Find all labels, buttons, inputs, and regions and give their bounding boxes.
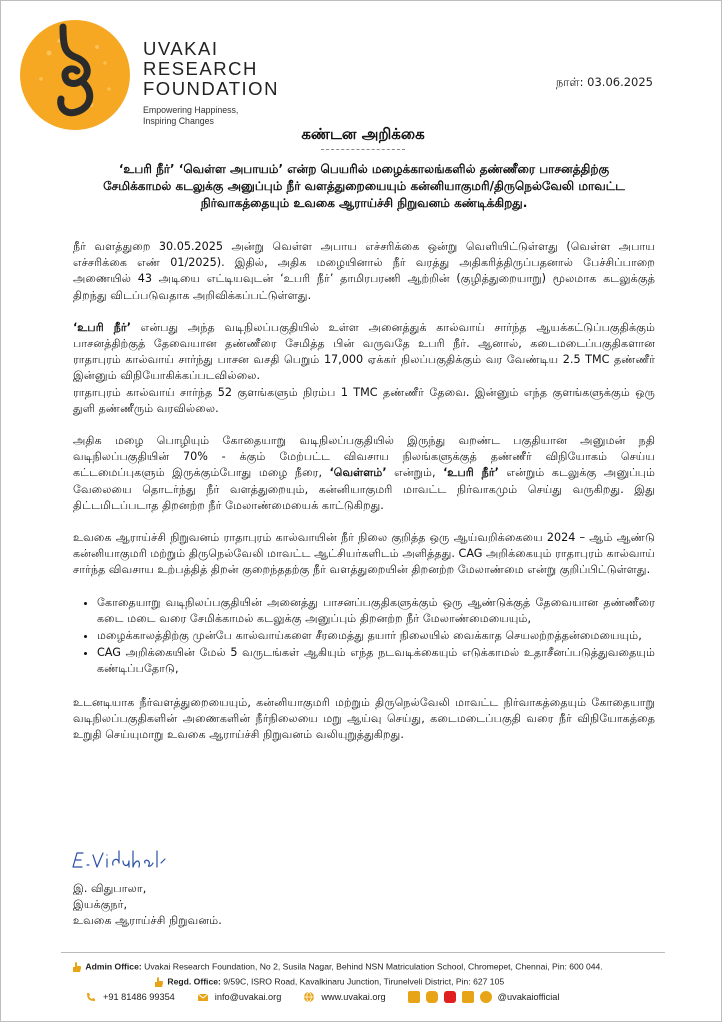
tagline-line-2: Inspiring Changes	[143, 116, 214, 126]
paragraph-5: உவகை ஆராய்ச்சி நிறுவனம் ராதாபுரம் கால்வாயின் நீர் நிலை குறித்த ஒரு ஆய்வறிக்கையை 2024 – ஆம் ஆண்டு கன்னியாகுமரி மற்றும் திருநெல்வேலி மாவட்ட ஆட்சியர்களிடம் அளித்தது. CAG அறிக்கையும் ராதாபுரம் கால்வாய் சார்ந்த விவசாய உற்பத்தித் திறன் குறைந்ததற்கு நீர் வளத்துறையின் திறனற்ற மேலாண்மை என்று குறிப்பிட்டுள்ளது.	[73, 531, 655, 577]
phone-number[interactable]: +91 81486 99354	[103, 992, 175, 1002]
signature-block	[73, 881, 222, 930]
uvakai-logo-icon	[19, 19, 131, 131]
paragraph-2	[73, 320, 655, 385]
regd-office-label: Regd. Office:	[167, 976, 221, 987]
regd-office-address: 9/59C, ISRO Road, Kavalkinaru Junction, Tirunelveli District, Pin: 627 105	[220, 976, 505, 987]
facebook-icon[interactable]	[408, 991, 420, 1003]
website-link[interactable]: www.uvakai.org	[321, 992, 386, 1002]
linkedin-icon[interactable]	[480, 991, 492, 1003]
document-subtitle: ‘உபரி நீர்’ ‘வெள்ள அபாயம்’ என்ற பெயரில் மழைக்காலங்களில் தண்ணீரை பாசனத்திற்கு சேமிக்காமல் கடலுக்கு அனுப்பும் நீர் வளத்துறையையும் கன்னியாகுமரி/திருநெல்வேலி மாவட்ட நிர்வாகத்தையும் உவகை ஆராய்ச்சி நிறுவனம் கண்டிக்கிறது.	[103, 162, 625, 210]
youtube-icon[interactable]	[444, 991, 456, 1003]
footer-contacts	[85, 991, 559, 1003]
admin-office-address: Uvakai Research Foundation, No 2, Susila Nagar, Behind NSN Matriculation School, Chromepet, Chennai, Pin: 600 044.	[141, 961, 603, 972]
signatory-organization: உவகை ஆராய்ச்சி நிறுவனம்.	[73, 914, 222, 928]
footer-regd-office	[153, 976, 504, 988]
handwritten-signature	[67, 845, 167, 875]
hand-pointer-icon	[153, 976, 165, 988]
bullet-item: • கோதையாறு வடிநிலப்பகுதியின் அனைத்து பாசனப்பகுதிகளுக்கும் ஒரு ஆண்டுக்குத் தேவையான தண்ணீரை கடை மடை வரை சேமிக்காமல் கடலுக்கு அனுப்பும் திறனற்ற நீர் மேலாண்மையையும்,	[97, 595, 655, 627]
org-name-line-1: UVAKAI	[143, 38, 219, 59]
document-date: நாள்: 03.06.2025	[555, 75, 653, 89]
paragraph-2-bold: ‘உபரி நீர்’	[73, 320, 132, 334]
org-name-line-2: RESEARCH	[143, 58, 258, 79]
paragraph-3: ராதாபுரம் கால்வாய் சார்ந்த 52 குளங்களும் நிரம்ப 1 TMC தண்ணீர் தேவை. இன்னும் எந்த குளங்களுக்கும் ஒரு துளி தண்ணீரும் வரவில்லை.	[73, 385, 655, 415]
paragraph-4-text-d: என்றும் கடலுக்கு அனுப்பும் வேலையை தொடர்ந்து நீர் வளத்துறையும், கன்னியாகுமரி மாவட்ட நிர்வாகமும் செய்து வருகிறது. இது திட்டமிடப்படாத திறனற்ற நீர் மேலாண்மையைக் காட்டுகிறது.	[73, 466, 655, 512]
tagline-line-1: Empowering Happiness,	[143, 105, 239, 115]
title-underline	[321, 149, 405, 150]
hand-pointer-icon	[71, 961, 83, 973]
instagram-icon[interactable]	[426, 991, 438, 1003]
bullet-list	[73, 595, 655, 678]
email-link[interactable]: info@uvakai.org	[214, 992, 282, 1002]
x-icon[interactable]	[462, 991, 474, 1003]
document-body	[73, 239, 655, 759]
phone-icon	[85, 991, 97, 1003]
bullet-item: • CAG அறிக்கையின் மேல் 5 வருடங்கள் ஆகியும் எந்த நடவடிக்கையும் எடுக்காமல் உதாசீனப்படுத்துவதையும் கண்டிப்பதோடு,	[97, 645, 655, 677]
paragraph-1: நீர் வளத்துறை 30.05.2025 அன்று வெள்ள அபாய எச்சரிக்கை ஒன்று வெளியிட்டுள்ளது (வெள்ள அபாய எச்சரிக்கை எண் 01/2025). இதில், அதிக மழையினால் நீர் வரத்து அதிகரித்திருப்பதனால் பேச்சிப்பாறை அணையில் 43 அடியை எட்டியவுடன் ‘உபரி நீர்’ தாமிரபரணி ஆற்றின் (குழித்துறையாறு) மூலமாக கடலுக்குத் திறந்து விடப்படுவதாக அறிவிக்கப்பட்டுள்ளது.	[73, 240, 655, 302]
email-icon	[197, 991, 209, 1003]
signatory-name: இ. விதுபாலா,	[73, 882, 147, 895]
footer-admin-office	[71, 961, 603, 973]
social-handle[interactable]: @uvakaiofficial	[497, 992, 560, 1002]
signatory-role: இயக்குநர்,	[73, 898, 128, 912]
org-name-line-3: FOUNDATION	[143, 78, 279, 99]
organization-name	[143, 39, 279, 99]
paragraph-2-text: என்பது அந்த வடிநிலப்பகுதியில் உள்ள அனைத்துக் கால்வாய் சார்ந்த ஆயக்கட்டுப்பகுதிக்கும் பாசனத்திற்குத் தேவையான தண்ணீரை சேமித்த பின் வருவதே உபரி நீர். ஆனால், கடைமடைப்பகுதிகளான ராதாபுரம் கால்வாய் சார்ந்து பாசன வசதி பெறும் 17,000 ஏக்கர் நிலப்பகுதிக்கும் வர வேண்டிய 2.5 TMC தண்ணீர் இன்னும் விநியோகிக்கப்படவில்லை.	[73, 320, 655, 383]
paragraph-4-text-c: என்றும்,	[386, 466, 444, 480]
page-title: கண்டன அறிக்கை	[301, 125, 425, 143]
bullet-item: • மழைக்காலத்திற்கு முன்பே கால்வாய்களை சீரமைத்து தயார் நிலையில் வைக்காத செயலற்றத்தன்மையையும்,	[97, 628, 655, 644]
globe-icon	[303, 991, 315, 1003]
paragraph-6: உடனடியாக நீர்வளத்துறையையும், கன்னியாகுமரி மற்றும் திருநெல்வேலி மாவட்ட நிர்வாகத்தையும் கோதையாறு வடிநிலப்பகுதிகளின் அணைகளின் நீர்நிலையை மறு ஆய்வு செய்து, கடைமடைப்பகுதி வரை நீர் விநியோகத்தை உறுதி செய்யுமாறு உவகை ஆராய்ச்சி நிறுவனம் வலியுறுத்துகிறது.	[73, 695, 655, 742]
paragraph-4	[73, 433, 655, 514]
tagline	[143, 105, 238, 127]
paragraph-4-bold-2: ‘உபரி நீர்’	[443, 466, 499, 480]
paragraph-4-bold-1: ‘வெள்ளம்’	[329, 466, 387, 480]
admin-office-label: Admin Office:	[85, 961, 142, 972]
paragraph-4-text-a: அதிக மழை பொழியும் கோதையாறு வடிநிலப்பகுதியில் இருந்து வறண்ட பகுதியான அனுமன் நதி வடிநிலப்பகுதியின் 70% - க்கும் மேற்பட்ட விவசாய நிலங்களுக்குத் தண்ணீர் விநியோகம் செய்ய கட்டமைப்புகளும் இருக்கும்போது மழை நீரை,	[73, 434, 655, 480]
footer-divider	[61, 952, 665, 953]
